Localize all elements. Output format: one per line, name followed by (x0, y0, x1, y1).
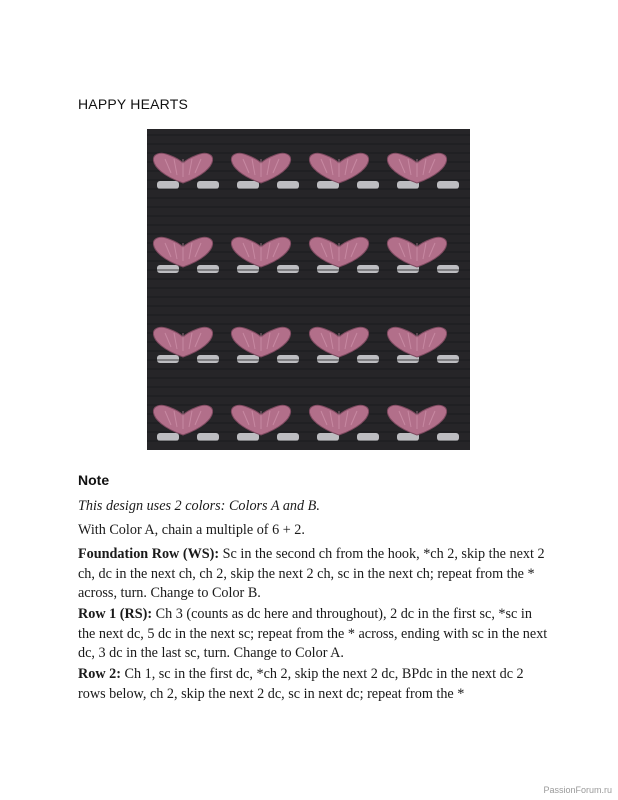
stitch-gap (237, 265, 259, 273)
stitch-gap (357, 265, 379, 273)
colors-paragraph: This design uses 2 colors: Colors A and B. (78, 498, 320, 514)
note-heading: Note (78, 472, 110, 488)
stitch-gap (277, 181, 299, 189)
row1-paragraph (78, 605, 548, 664)
row1-label: Row 1 (RS): (78, 606, 153, 622)
stitch-gap (237, 433, 259, 441)
page-title: HAPPY HEARTS (78, 96, 189, 112)
foundation-row-text: Sc in the second ch from the hook, *ch 2, skip the next 2 ch, dc in the next ch, ch 2, skip the next 2 ch, sc in the next ch; repeat from the * across, turn. Change to Color B. (78, 546, 545, 601)
stitch-gap (277, 265, 299, 273)
stitch-gap (197, 355, 219, 363)
stitch-gap (197, 181, 219, 189)
stitch-gap (277, 433, 299, 441)
row2-text: Ch 1, sc in the first dc, *ch 2, skip the next 2 dc, BPdc in the next dc 2 rows below, ch 2, skip the next 2 dc, sc in next dc; repeat from the * (78, 666, 524, 702)
stitch-gap (157, 181, 179, 189)
stitch-gap (357, 181, 379, 189)
stitch-gap (237, 355, 259, 363)
foundation-row-paragraph (78, 545, 548, 604)
stitch-gap (157, 433, 179, 441)
row2-paragraph (78, 665, 548, 704)
stitch-gap (437, 181, 459, 189)
swatch-illustration (147, 129, 470, 450)
stitch-gap (277, 355, 299, 363)
stitch-gap (437, 355, 459, 363)
stitch-gap (197, 433, 219, 441)
row2-label: Row 2: (78, 666, 121, 682)
stitch-gap (157, 265, 179, 273)
stitch-gap (437, 433, 459, 441)
stitch-gap (197, 265, 219, 273)
stitch-gap (237, 181, 259, 189)
stitch-gap (157, 355, 179, 363)
foundation-row-label: Foundation Row (WS): (78, 546, 220, 562)
stitch-gap (357, 433, 379, 441)
watermark: PassionForum.ru (543, 785, 612, 795)
stitch-gap (437, 265, 459, 273)
chain-paragraph: With Color A, chain a multiple of 6 + 2. (78, 522, 305, 538)
stitch-gap (357, 355, 379, 363)
crochet-swatch-image (147, 129, 470, 450)
row1-text: Ch 3 (counts as dc here and throughout), 2 dc in the first sc, *sc in the next dc, 5 dc in the next sc; repeat from the * across, ending with sc in the next dc, 3 dc in the last sc, turn. Change to Color A. (78, 606, 548, 661)
